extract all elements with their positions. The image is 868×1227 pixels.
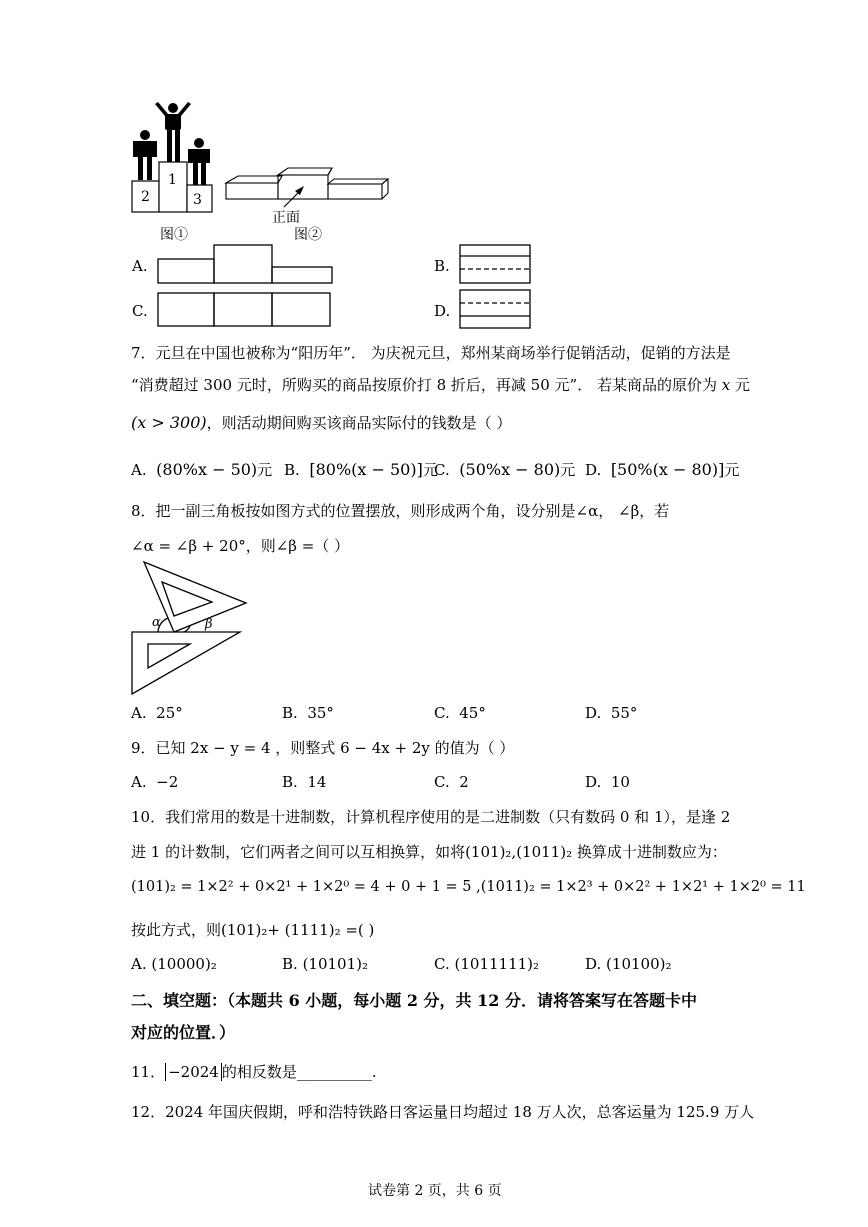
option-b-view: [458, 243, 532, 285]
option-unit: 元: [257, 461, 273, 479]
podium-label: 2: [141, 189, 150, 205]
option-label: B.: [284, 461, 300, 479]
q7-variable: x: [721, 376, 731, 394]
option-c: C. 45°: [434, 704, 486, 722]
question-text: 的相反数是__________.: [221, 1063, 377, 1081]
alpha-label: α: [152, 615, 161, 630]
option-d: D. (10100)₂: [585, 955, 672, 973]
option-c: C. 2: [434, 773, 469, 791]
set-squares-figure: [128, 560, 252, 698]
option-c: [434, 459, 575, 480]
q7-text: “消费超过 300 元时，所购买的商品按原价打 8 折后，再减 50 元”． 若某商品的原价为: [131, 376, 717, 394]
question-7-options: [131, 459, 751, 481]
q7-condition: (x > 300): [131, 413, 207, 432]
option-d: D. 10: [585, 773, 630, 791]
podium-figure: [125, 100, 225, 218]
podium-label: 3: [193, 192, 202, 208]
option-c-view: [156, 291, 334, 329]
question-7-line-3: [131, 412, 511, 433]
figure-1-label: 图①: [160, 227, 188, 243]
option-label: C.: [434, 461, 450, 479]
page-footer: 试卷第 2 页，共 6 页: [368, 1183, 502, 1199]
question-8-options: [131, 704, 751, 726]
figure-2-label: 图②: [294, 227, 322, 243]
option-label: A.: [131, 461, 147, 479]
option-a: A. (10000)₂: [131, 955, 217, 973]
option-a: [131, 459, 272, 480]
option-d-view: [458, 288, 532, 330]
option-d: D. 55°: [585, 704, 638, 722]
question-7-line-2: [131, 374, 750, 395]
question-7-line-1: 7．元旦在中国也被称为“阳历年”． 为庆祝元旦，郑州某商场举行促销活动，促销的方法是: [131, 344, 731, 362]
question-8-line-1: 8．把一副三角板按如图方式的位置摆放，则形成两个角，设分别是∠α， ∠β，若: [131, 502, 670, 520]
option-c: C. (1011111)₂: [434, 955, 540, 973]
option-a: A. 25°: [131, 704, 183, 722]
question-10-line-3: (101)₂ = 1×2² + 0×2¹ + 1×2⁰ = 4 + 0 + 1 = 5 ,(1011)₂ = 1×2³ + 0×2² + 1×2¹ + 1×2⁰ = 11: [131, 879, 806, 895]
front-label: 正面: [272, 210, 300, 226]
question-number: 11．: [131, 1063, 166, 1081]
option-d: [585, 459, 739, 480]
option-a-view: [156, 243, 336, 285]
option-expression: (50%x − 80): [459, 460, 561, 479]
option-b: B. (10101)₂: [282, 955, 369, 973]
question-10-line-4: 按此方式，则(101)₂+ (1111)₂ =( ): [131, 921, 375, 939]
absolute-value-expression: −2024: [165, 1063, 222, 1081]
person-icon: [188, 138, 210, 185]
section-2-heading-line-1: 二、填空题：（本题共 6 小题，每小题 2 分，共 12 分．请将答案写在答题卡中: [131, 991, 697, 1010]
option-label: C.: [132, 302, 148, 320]
option-expression: [80%(x − 50)]: [309, 460, 423, 479]
question-12-line-1: 12．2024 年国庆假期，呼和浩特铁路日客运量日均超过 18 万人次，总客运量为 125.9 万人: [131, 1103, 755, 1121]
beta-label: β: [205, 617, 213, 632]
podium-label: 1: [168, 172, 177, 188]
option-label: D.: [585, 461, 602, 479]
question-9-options: [131, 773, 751, 795]
question-10-options: [131, 955, 751, 977]
q7-text: ，则活动期间购买该商品实际付的钱数是（ ）: [206, 414, 512, 432]
option-label: D.: [434, 302, 451, 320]
q7-unit: 元: [735, 376, 751, 394]
option-b: B. 35°: [282, 704, 334, 722]
question-9-line-1: 9．已知 2x − y = 4 ，则整式 6 − 4x + 2y 的值为（ ）: [131, 739, 515, 757]
question-11: [131, 1061, 377, 1082]
person-icon: [155, 102, 191, 162]
option-label: A.: [132, 257, 148, 275]
option-expression: (80%x − 50): [156, 460, 258, 479]
blocks-3d-figure: [222, 165, 392, 210]
section-2-heading-line-2: 对应的位置．）: [131, 1023, 236, 1042]
option-unit: 元: [422, 461, 438, 479]
option-b: B. 14: [282, 773, 327, 791]
question-10-line-1: 10．我们常用的数是十进制数，计算机程序使用的是二进制数（只有数码 0 和 1），是逢 2: [131, 808, 731, 826]
person-icon: [133, 130, 157, 180]
question-8-line-2: ∠α = ∠β + 20°，则∠β =（ ）: [131, 537, 350, 555]
option-unit: 元: [560, 461, 576, 479]
option-b: [284, 459, 438, 480]
option-a: A. −2: [131, 773, 179, 791]
option-label: B.: [434, 257, 450, 275]
question-10-line-2: 进 1 的计数制，它们两者之间可以互相换算，如将(101)₂,(1011)₂ 换算成十进制数应为：: [131, 843, 727, 861]
option-unit: 元: [724, 461, 740, 479]
option-expression: [50%(x − 80)]: [610, 460, 725, 479]
